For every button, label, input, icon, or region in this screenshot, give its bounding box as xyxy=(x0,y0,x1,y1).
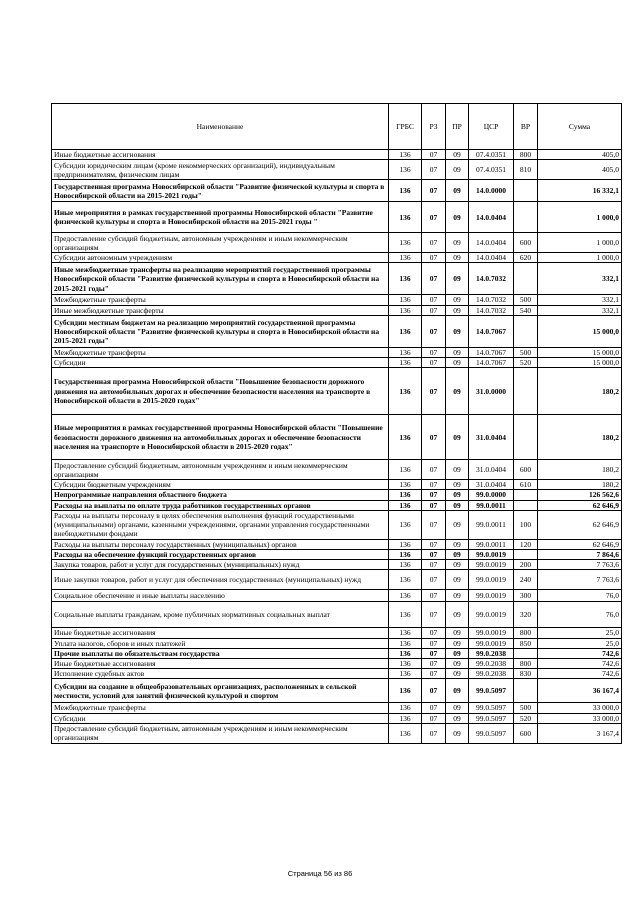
cell-csr: 31.0.0404 xyxy=(469,480,514,490)
cell-sum: 15 000,0 xyxy=(538,358,622,368)
cell-rz: 07 xyxy=(422,590,446,602)
cell-csr: 14.0.7032 xyxy=(469,305,514,315)
header-rz: РЗ xyxy=(422,104,446,150)
cell-pr: 09 xyxy=(446,510,469,539)
table-row xyxy=(52,539,622,549)
cell-name: Предоставление субсидий бюджетным, автономным учреждениям и иным некоммерческим организациям xyxy=(52,460,389,480)
cell-vr xyxy=(514,180,538,202)
cell-csr: 14.0.0000 xyxy=(469,180,514,202)
cell-csr: 99.0.0011 xyxy=(469,510,514,539)
cell-rz: 07 xyxy=(422,638,446,648)
cell-rz: 07 xyxy=(422,160,446,180)
cell-pr: 09 xyxy=(446,180,469,202)
cell-vr: 540 xyxy=(514,305,538,315)
cell-pr: 09 xyxy=(446,703,469,713)
cell-sum: 62 646,9 xyxy=(538,539,622,549)
table-body xyxy=(52,150,622,744)
cell-name: Иные бюджетные ассигнования xyxy=(52,628,389,638)
cell-vr: 500 xyxy=(514,347,538,357)
cell-pr: 09 xyxy=(446,550,469,560)
cell-rz: 07 xyxy=(422,723,446,743)
cell-grbs: 136 xyxy=(389,202,422,233)
cell-rz: 07 xyxy=(422,659,446,669)
cell-name: Субсидии юридическим лицам (кроме некоммерческих организаций), индивидуальным предпринимателям, физическим лицам xyxy=(52,160,389,180)
cell-pr: 09 xyxy=(446,263,469,295)
cell-pr: 09 xyxy=(446,358,469,368)
table-row xyxy=(52,315,622,347)
cell-rz: 07 xyxy=(422,180,446,202)
cell-csr: 99.0.2038 xyxy=(469,669,514,679)
cell-sum: 36 167,4 xyxy=(538,679,622,703)
cell-name: Закупка товаров, работ и услуг для государственных (муниципальных) нужд xyxy=(52,560,389,570)
cell-vr: 500 xyxy=(514,295,538,305)
cell-sum: 180,2 xyxy=(538,480,622,490)
cell-csr: 99.0.0011 xyxy=(469,500,514,510)
table-row xyxy=(52,669,622,679)
cell-name: Исполнение судебных актов xyxy=(52,669,389,679)
cell-rz: 07 xyxy=(422,602,446,628)
cell-vr xyxy=(514,315,538,347)
table-row xyxy=(52,570,622,590)
cell-name: Иные бюджетные ассигнования xyxy=(52,150,389,160)
table-row xyxy=(52,679,622,703)
cell-pr: 09 xyxy=(446,638,469,648)
table-row xyxy=(52,703,622,713)
cell-rz: 07 xyxy=(422,713,446,723)
cell-csr: 14.0.7067 xyxy=(469,347,514,357)
cell-grbs: 136 xyxy=(389,590,422,602)
cell-rz: 07 xyxy=(422,490,446,500)
cell-grbs: 136 xyxy=(389,602,422,628)
cell-rz: 07 xyxy=(422,570,446,590)
cell-csr: 99.0.0019 xyxy=(469,560,514,570)
cell-sum: 1 000,0 xyxy=(538,253,622,263)
cell-sum: 16 332,1 xyxy=(538,180,622,202)
cell-vr: 610 xyxy=(514,480,538,490)
cell-name: Прочие выплаты по обязательствам государства xyxy=(52,648,389,658)
cell-pr: 09 xyxy=(446,150,469,160)
cell-grbs: 136 xyxy=(389,253,422,263)
cell-sum: 180,2 xyxy=(538,460,622,480)
cell-vr xyxy=(514,368,538,415)
table-row xyxy=(52,723,622,743)
cell-pr: 09 xyxy=(446,460,469,480)
cell-sum: 7 763,6 xyxy=(538,570,622,590)
cell-name: Иные мероприятия в рамках государственной программы Новосибирской области "Развитие физической культуры и спорта в Новосибирской области на 2015-2021 годы " xyxy=(52,202,389,233)
cell-vr xyxy=(514,263,538,295)
cell-name: Субсидии на создание в общеобразовательных организациях, расположенных в сельской местности, условий для занятий физической культурой и спортом xyxy=(52,679,389,703)
cell-rz: 07 xyxy=(422,315,446,347)
table-row xyxy=(52,628,622,638)
cell-pr: 09 xyxy=(446,590,469,602)
cell-rz: 07 xyxy=(422,263,446,295)
table-row xyxy=(52,500,622,510)
cell-name: Предоставление субсидий бюджетным, автономным учреждениям и иным некоммерческим организациям xyxy=(52,233,389,253)
cell-sum: 25,0 xyxy=(538,638,622,648)
cell-pr: 09 xyxy=(446,723,469,743)
cell-sum: 332,1 xyxy=(538,305,622,315)
table-header-row xyxy=(52,104,622,150)
cell-grbs: 136 xyxy=(389,659,422,669)
cell-sum: 15 000,0 xyxy=(538,315,622,347)
cell-pr: 09 xyxy=(446,659,469,669)
cell-pr: 09 xyxy=(446,295,469,305)
cell-pr: 09 xyxy=(446,253,469,263)
cell-pr: 09 xyxy=(446,315,469,347)
table-row xyxy=(52,590,622,602)
cell-name: Межбюджетные трансферты xyxy=(52,295,389,305)
cell-csr: 99.0.0019 xyxy=(469,550,514,560)
cell-rz: 07 xyxy=(422,510,446,539)
table-row xyxy=(52,368,622,415)
cell-vr: 300 xyxy=(514,590,538,602)
cell-vr: 620 xyxy=(514,253,538,263)
cell-name: Субсидии автономным учреждениям xyxy=(52,253,389,263)
cell-rz: 07 xyxy=(422,480,446,490)
cell-grbs: 136 xyxy=(389,560,422,570)
cell-sum: 33 000,0 xyxy=(538,703,622,713)
cell-csr: 14.0.7032 xyxy=(469,263,514,295)
cell-sum: 76,0 xyxy=(538,602,622,628)
cell-rz: 07 xyxy=(422,679,446,703)
cell-sum: 25,0 xyxy=(538,628,622,638)
cell-vr: 830 xyxy=(514,669,538,679)
cell-pr: 09 xyxy=(446,669,469,679)
cell-grbs: 136 xyxy=(389,160,422,180)
cell-rz: 07 xyxy=(422,202,446,233)
cell-name: Расходы на обеспечение функций государственных органов xyxy=(52,550,389,560)
cell-rz: 07 xyxy=(422,295,446,305)
cell-sum: 332,1 xyxy=(538,295,622,305)
cell-csr: 99.0.0000 xyxy=(469,490,514,500)
cell-sum: 3 167,4 xyxy=(538,723,622,743)
table-row xyxy=(52,233,622,253)
cell-pr: 09 xyxy=(446,628,469,638)
cell-name: Субсидии xyxy=(52,713,389,723)
cell-csr: 14.0.7067 xyxy=(469,315,514,347)
cell-rz: 07 xyxy=(422,233,446,253)
cell-vr: 810 xyxy=(514,160,538,180)
cell-sum: 1 000,0 xyxy=(538,202,622,233)
cell-sum: 180,2 xyxy=(538,415,622,460)
cell-grbs: 136 xyxy=(389,539,422,549)
cell-grbs: 136 xyxy=(389,305,422,315)
table-row xyxy=(52,415,622,460)
cell-vr: 200 xyxy=(514,560,538,570)
cell-csr: 99.0.0019 xyxy=(469,590,514,602)
cell-grbs: 136 xyxy=(389,368,422,415)
cell-name: Непрограммные направления областного бюджета xyxy=(52,490,389,500)
cell-pr: 09 xyxy=(446,560,469,570)
table-row xyxy=(52,480,622,490)
cell-pr: 09 xyxy=(446,368,469,415)
cell-sum: 33 000,0 xyxy=(538,713,622,723)
table-row xyxy=(52,560,622,570)
cell-name: Государственная программа Новосибирской области "Развитие физической культуры и спорта в Новосибирской области на 2015-2021 годы" xyxy=(52,180,389,202)
cell-name: Субсидии бюджетным учреждениям xyxy=(52,480,389,490)
table-row xyxy=(52,305,622,315)
cell-sum: 62 646,9 xyxy=(538,500,622,510)
cell-pr: 09 xyxy=(446,602,469,628)
cell-sum: 1 000,0 xyxy=(538,233,622,253)
cell-vr xyxy=(514,500,538,510)
cell-name: Субсидии местным бюджетам на реализацию мероприятий государственной программы Новосибирской области "Развитие физической культуры и спорта в Новосибирской области на 2015-2021 годы" xyxy=(52,315,389,347)
cell-rz: 07 xyxy=(422,560,446,570)
cell-csr: 31.0.0000 xyxy=(469,368,514,415)
cell-rz: 07 xyxy=(422,253,446,263)
cell-rz: 07 xyxy=(422,628,446,638)
cell-rz: 07 xyxy=(422,305,446,315)
cell-csr: 14.0.7032 xyxy=(469,295,514,305)
cell-rz: 07 xyxy=(422,347,446,357)
cell-rz: 07 xyxy=(422,703,446,713)
cell-csr: 31.0.0404 xyxy=(469,460,514,480)
cell-vr xyxy=(514,490,538,500)
cell-sum: 332,1 xyxy=(538,263,622,295)
header-csr: ЦСР xyxy=(469,104,514,150)
cell-csr: 14.0.0404 xyxy=(469,233,514,253)
header-vr: ВР xyxy=(514,104,538,150)
cell-grbs: 136 xyxy=(389,460,422,480)
cell-name: Расходы на выплаты персоналу государственных (муниципальных) органов xyxy=(52,539,389,549)
cell-name: Иные закупки товаров, работ и услуг для обеспечения государственных (муниципальных) нужд xyxy=(52,570,389,590)
cell-pr: 09 xyxy=(446,160,469,180)
cell-csr: 99.0.0019 xyxy=(469,602,514,628)
cell-grbs: 136 xyxy=(389,347,422,357)
header-pr: ПР xyxy=(446,104,469,150)
header-sum: Сумма xyxy=(538,104,622,150)
cell-pr: 09 xyxy=(446,305,469,315)
cell-csr: 99.0.0019 xyxy=(469,628,514,638)
cell-sum: 742,6 xyxy=(538,659,622,669)
cell-name: Межбюджетные трансферты xyxy=(52,703,389,713)
cell-pr: 09 xyxy=(446,500,469,510)
cell-name: Расходы на выплаты по оплате труда работников государственных органов xyxy=(52,500,389,510)
cell-name: Расходы на выплаты персоналу в целях обеспечения выполнения функций государственными (муниципальными) органами, казенными учреждениями, органами управления государственными внебюджетными фондами xyxy=(52,510,389,539)
table-row xyxy=(52,180,622,202)
cell-csr: 14.0.0404 xyxy=(469,202,514,233)
cell-sum: 405,0 xyxy=(538,150,622,160)
cell-rz: 07 xyxy=(422,648,446,658)
cell-name: Субсидии xyxy=(52,358,389,368)
cell-sum: 180,2 xyxy=(538,368,622,415)
cell-csr: 31.0.0404 xyxy=(469,415,514,460)
header-name: Наименование xyxy=(52,104,389,150)
cell-csr: 07.4.0351 xyxy=(469,150,514,160)
cell-csr: 99.0.0019 xyxy=(469,638,514,648)
cell-pr: 09 xyxy=(446,648,469,658)
cell-sum: 15 000,0 xyxy=(538,347,622,357)
cell-rz: 07 xyxy=(422,500,446,510)
table-row xyxy=(52,202,622,233)
table-row xyxy=(52,638,622,648)
cell-name: Иные мероприятия в рамках государственной программы Новосибирской области "Повышение безопасности дорожного движения на автомобильных дорогах и обеспечение безопасности населения на транспорте в Новосибирской области в 2015-2020 годах" xyxy=(52,415,389,460)
table-row xyxy=(52,358,622,368)
table-row xyxy=(52,150,622,160)
cell-grbs: 136 xyxy=(389,263,422,295)
cell-name: Социальное обеспечение и иные выплаты населению xyxy=(52,590,389,602)
cell-rz: 07 xyxy=(422,415,446,460)
cell-grbs: 136 xyxy=(389,510,422,539)
cell-pr: 09 xyxy=(446,713,469,723)
cell-rz: 07 xyxy=(422,539,446,549)
cell-pr: 09 xyxy=(446,539,469,549)
cell-rz: 07 xyxy=(422,150,446,160)
cell-name: Иные бюджетные ассигнования xyxy=(52,659,389,669)
cell-pr: 09 xyxy=(446,480,469,490)
cell-vr: 600 xyxy=(514,723,538,743)
cell-name: Уплата налогов, сборов и иных платежей xyxy=(52,638,389,648)
cell-vr: 520 xyxy=(514,358,538,368)
cell-rz: 07 xyxy=(422,550,446,560)
cell-pr: 09 xyxy=(446,415,469,460)
cell-rz: 07 xyxy=(422,368,446,415)
cell-sum: 742,6 xyxy=(538,648,622,658)
cell-pr: 09 xyxy=(446,347,469,357)
header-grbs: ГРБС xyxy=(389,104,422,150)
cell-csr: 07.4.0351 xyxy=(469,160,514,180)
cell-vr xyxy=(514,648,538,658)
cell-grbs: 136 xyxy=(389,648,422,658)
cell-vr: 100 xyxy=(514,510,538,539)
table-row xyxy=(52,490,622,500)
cell-name: Иные межбюджетные трансферты xyxy=(52,305,389,315)
cell-vr: 520 xyxy=(514,713,538,723)
table-row xyxy=(52,347,622,357)
cell-rz: 07 xyxy=(422,358,446,368)
cell-rz: 07 xyxy=(422,669,446,679)
cell-grbs: 136 xyxy=(389,713,422,723)
cell-csr: 99.0.0019 xyxy=(469,570,514,590)
cell-csr: 14.0.0404 xyxy=(469,253,514,263)
budget-table xyxy=(51,103,622,744)
cell-grbs: 136 xyxy=(389,180,422,202)
cell-vr: 800 xyxy=(514,659,538,669)
cell-vr xyxy=(514,415,538,460)
cell-grbs: 136 xyxy=(389,703,422,713)
cell-vr: 320 xyxy=(514,602,538,628)
cell-pr: 09 xyxy=(446,233,469,253)
cell-csr: 14.0.7067 xyxy=(469,358,514,368)
cell-sum: 742,6 xyxy=(538,669,622,679)
cell-sum: 126 562,6 xyxy=(538,490,622,500)
cell-csr: 99.0.5097 xyxy=(469,713,514,723)
cell-grbs: 136 xyxy=(389,480,422,490)
cell-pr: 09 xyxy=(446,202,469,233)
cell-grbs: 136 xyxy=(389,415,422,460)
cell-grbs: 136 xyxy=(389,500,422,510)
cell-pr: 09 xyxy=(446,679,469,703)
cell-vr: 240 xyxy=(514,570,538,590)
cell-name: Государственная программа Новосибирской области "Повышение безопасности дорожного движения на автомобильных дорогах и обеспечение безопасности населения на транспорте в Новосибирской области в 2015-2020 годах" xyxy=(52,368,389,415)
cell-rz: 07 xyxy=(422,460,446,480)
cell-grbs: 136 xyxy=(389,358,422,368)
cell-csr: 99.0.5097 xyxy=(469,703,514,713)
cell-grbs: 136 xyxy=(389,490,422,500)
table-row xyxy=(52,460,622,480)
cell-sum: 7 763,6 xyxy=(538,560,622,570)
cell-grbs: 136 xyxy=(389,628,422,638)
cell-vr xyxy=(514,550,538,560)
cell-csr: 99.0.2038 xyxy=(469,659,514,669)
cell-grbs: 136 xyxy=(389,679,422,703)
table-row xyxy=(52,648,622,658)
cell-vr: 800 xyxy=(514,628,538,638)
cell-grbs: 136 xyxy=(389,150,422,160)
cell-name: Иные межбюджетные трансферты на реализацию мероприятий государственной программы Новосибирской области "Развитие физической культуры и спорта в Новосибирской области на 2015-2021 годы" xyxy=(52,263,389,295)
table-row xyxy=(52,295,622,305)
cell-grbs: 136 xyxy=(389,723,422,743)
cell-vr xyxy=(514,202,538,233)
cell-grbs: 136 xyxy=(389,638,422,648)
cell-sum: 7 864,6 xyxy=(538,550,622,560)
cell-grbs: 136 xyxy=(389,669,422,679)
table-row xyxy=(52,160,622,180)
cell-sum: 405,0 xyxy=(538,160,622,180)
cell-vr xyxy=(514,679,538,703)
page-number: Страница 56 из 86 xyxy=(287,869,353,878)
cell-vr: 800 xyxy=(514,150,538,160)
cell-grbs: 136 xyxy=(389,233,422,253)
cell-grbs: 136 xyxy=(389,315,422,347)
cell-pr: 09 xyxy=(446,490,469,500)
cell-csr: 99.0.5097 xyxy=(469,679,514,703)
cell-csr: 99.0.0011 xyxy=(469,539,514,549)
cell-name: Межбюджетные трансферты xyxy=(52,347,389,357)
cell-vr: 120 xyxy=(514,539,538,549)
cell-grbs: 136 xyxy=(389,295,422,305)
cell-name: Социальные выплаты гражданам, кроме публичных нормативных социальных выплат xyxy=(52,602,389,628)
cell-name: Предоставление субсидий бюджетным, автономным учреждениям и иным некоммерческим организациям xyxy=(52,723,389,743)
cell-vr: 850 xyxy=(514,638,538,648)
table-row xyxy=(52,510,622,539)
cell-sum: 76,0 xyxy=(538,590,622,602)
cell-grbs: 136 xyxy=(389,550,422,560)
cell-csr: 99.0.2038 xyxy=(469,648,514,658)
cell-vr: 600 xyxy=(514,460,538,480)
table-row xyxy=(52,550,622,560)
table-row xyxy=(52,602,622,628)
table-row xyxy=(52,263,622,295)
cell-sum: 62 646,9 xyxy=(538,510,622,539)
table-row xyxy=(52,713,622,723)
cell-grbs: 136 xyxy=(389,570,422,590)
cell-csr: 99.0.5097 xyxy=(469,723,514,743)
table-row xyxy=(52,659,622,669)
cell-pr: 09 xyxy=(446,570,469,590)
cell-vr: 600 xyxy=(514,233,538,253)
table-row xyxy=(52,253,622,263)
cell-vr: 500 xyxy=(514,703,538,713)
